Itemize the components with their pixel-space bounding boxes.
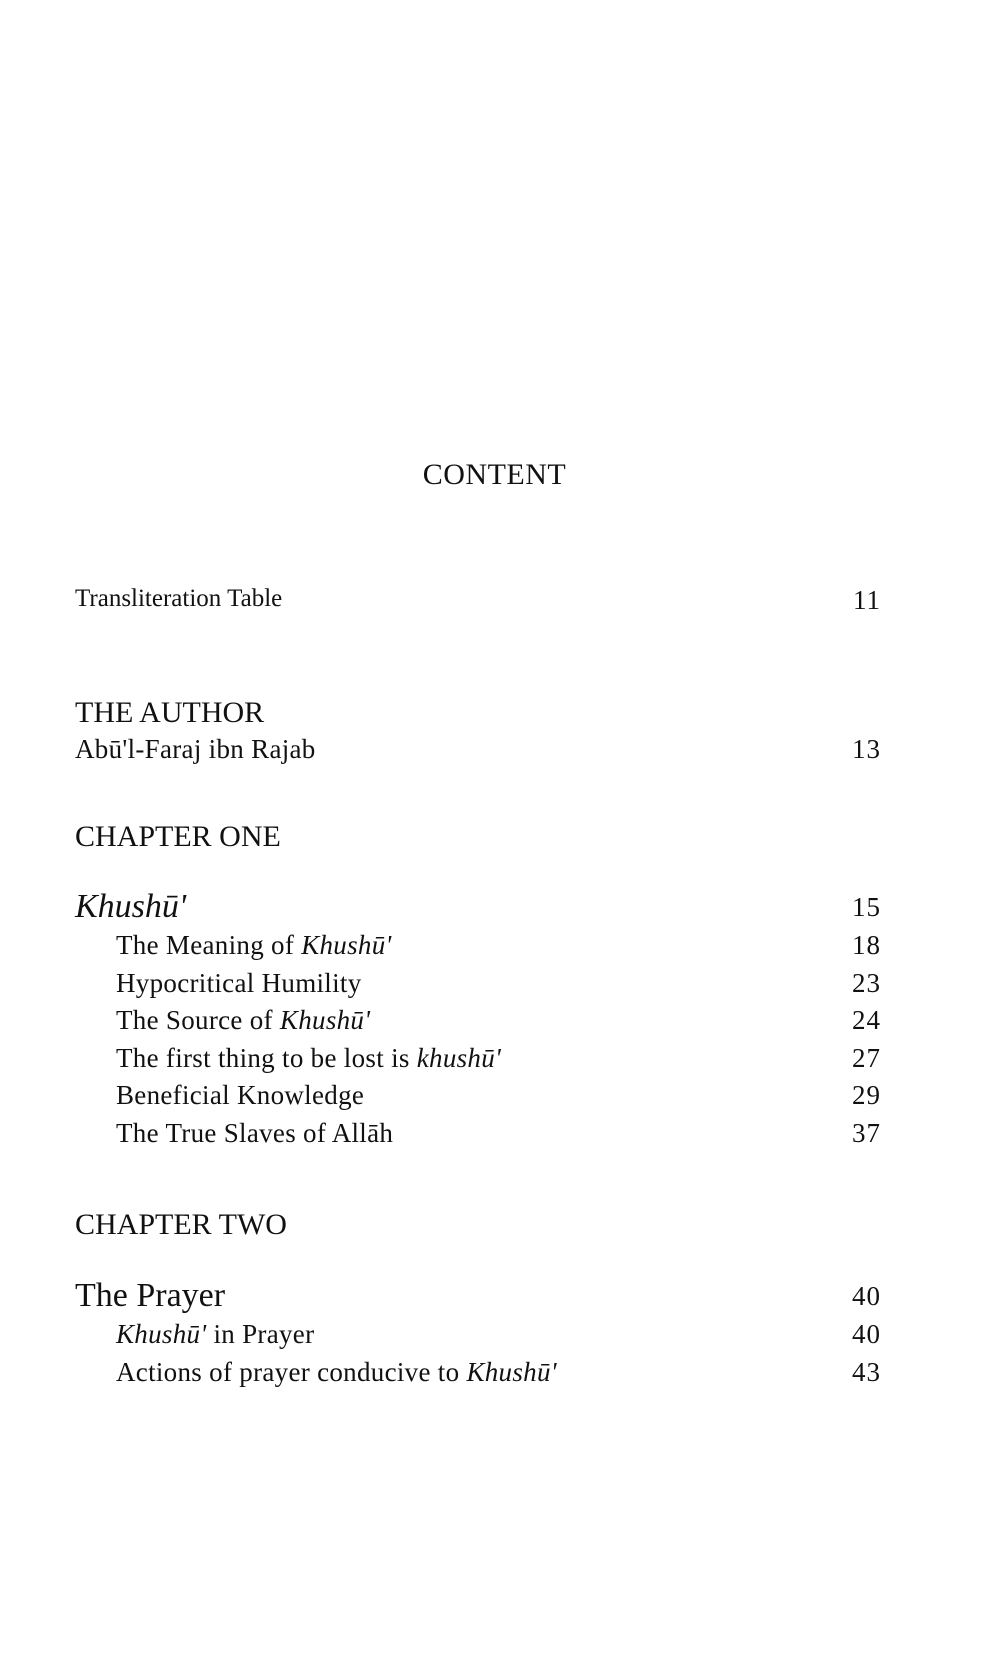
section-heading: CHAPTER ONE (75, 820, 281, 853)
toc-row-author[interactable] (0, 734, 989, 774)
toc-row-chapter-one-title[interactable] (0, 888, 989, 932)
toc-label (116, 1357, 557, 1388)
toc-label-italic: Khushū' (466, 1357, 557, 1387)
toc-label-italic: Khushū' (279, 1005, 371, 1036)
toc-label (116, 1118, 393, 1149)
toc-row[interactable] (0, 930, 989, 970)
toc-label (116, 930, 392, 961)
toc-page-number: 11 (853, 585, 881, 615)
toc-label-italic: khushū' (416, 1042, 502, 1073)
section-heading-chapter-one (0, 820, 989, 860)
toc-label (116, 1319, 314, 1350)
section-heading: CHAPTER TWO (75, 1208, 287, 1241)
section-heading: THE AUTHOR (75, 696, 265, 729)
section-heading-chapter-two (0, 1208, 989, 1248)
toc-label-text: The True Slaves of Allāh (116, 1118, 394, 1148)
toc-label-text: in Prayer (206, 1319, 315, 1349)
toc-row[interactable] (0, 1357, 989, 1397)
chapter-title: Khushū' (75, 888, 187, 925)
toc-page-number: 43 (852, 1357, 881, 1387)
toc-row[interactable] (0, 1319, 989, 1359)
toc-label-text: Hypocritical Humility (116, 967, 362, 998)
toc-page-number: 23 (852, 967, 881, 998)
toc-row[interactable] (0, 1043, 989, 1083)
toc-label (116, 968, 362, 999)
toc-label-text: Beneficial Knowledge (116, 1080, 365, 1111)
toc-label: Transliteration Table (75, 585, 283, 612)
toc-page-number: 15 (852, 892, 881, 922)
toc-label-italic: Khushū' (116, 1319, 207, 1349)
toc-page-number: 29 (852, 1080, 881, 1111)
toc-row[interactable] (0, 1080, 989, 1120)
page-title: CONTENT (422, 458, 567, 491)
toc-page-number: 40 (852, 1319, 881, 1349)
toc-page-number: 40 (852, 1281, 881, 1311)
section-heading-author (0, 696, 989, 736)
toc-page-number: 18 (852, 930, 881, 960)
toc-page-number: 13 (852, 734, 881, 764)
toc-label-italic: Khushū' (301, 930, 392, 960)
toc-row[interactable] (0, 1118, 989, 1158)
chapter-title: The Prayer (75, 1277, 226, 1314)
toc-row-chapter-two-title[interactable] (0, 1277, 989, 1321)
toc-page-number: 27 (852, 1042, 881, 1073)
toc-label-text: The first thing to be lost is (116, 1042, 417, 1073)
toc-label-text: The Meaning of (116, 930, 302, 960)
toc-label-text: Actions of prayer conducive to (116, 1357, 467, 1387)
toc-page-number: 24 (852, 1005, 881, 1036)
toc-page-number: 37 (852, 1118, 881, 1148)
toc-label (116, 1080, 364, 1111)
toc-label (116, 1043, 501, 1074)
toc-row[interactable] (0, 1005, 989, 1045)
toc-label: Abū'l-Faraj ibn Rajab (75, 734, 316, 764)
toc-row-transliteration[interactable] (0, 585, 989, 625)
toc-row[interactable] (0, 968, 989, 1008)
toc-label (116, 1005, 370, 1036)
toc-label-text: The Source of (116, 1005, 280, 1036)
